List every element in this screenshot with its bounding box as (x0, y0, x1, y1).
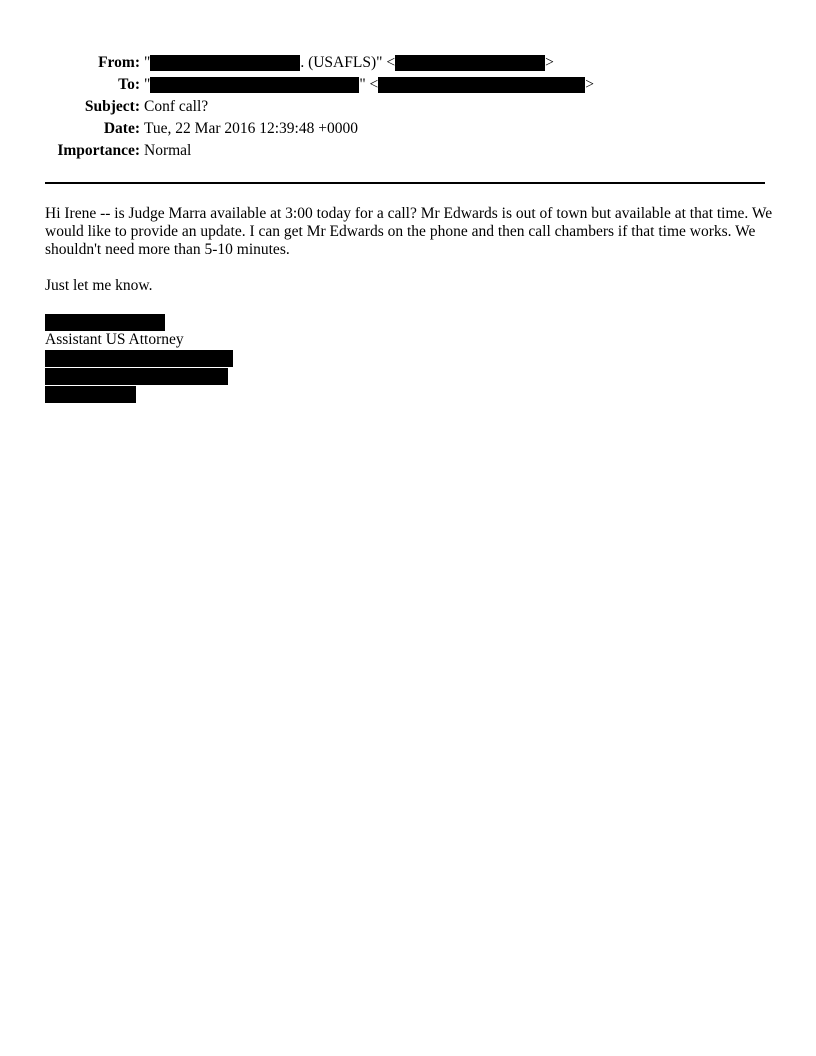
signature-line-4 (45, 367, 233, 385)
from-email-redaction (395, 55, 545, 71)
signature-line-5-redaction (45, 386, 136, 403)
body-paragraph-2: Just let me know. (45, 277, 153, 294)
signature-block (45, 313, 233, 403)
from-value (144, 54, 554, 72)
from-close: > (545, 54, 554, 71)
to-row (0, 74, 594, 96)
from-label: From: (98, 54, 140, 71)
to-name-redaction (150, 77, 359, 93)
email-body (45, 205, 785, 295)
from-suffix: . (USAFLS)" < (300, 54, 396, 71)
to-open-quote: " (144, 76, 151, 93)
body-paragraph-1: Hi Irene -- is Judge Marra available at 3:00 today for a call? Mr Edwards is out of town but available at that time. We would like to provide an update. I can get Mr Edwards on the phone and then call chambers if that time works. We shouldn't need more than 5-10 minutes. (45, 205, 773, 258)
from-open-quote: " (144, 54, 151, 71)
signature-title: Assistant US Attorney (45, 331, 184, 348)
importance-row (0, 140, 594, 162)
signature-line-3-redaction (45, 350, 233, 367)
subject-value: Conf call? (144, 98, 209, 115)
signature-name-redaction (45, 314, 165, 331)
to-mid: " < (359, 76, 379, 93)
signature-line-3 (45, 349, 233, 367)
paragraph-gap (45, 259, 785, 277)
signature-name-line (45, 313, 233, 331)
from-row (0, 52, 594, 74)
importance-label: Importance: (57, 142, 140, 159)
to-email-redaction (378, 77, 585, 93)
from-name-redaction (150, 55, 300, 71)
to-label: To: (118, 76, 140, 93)
email-header (0, 52, 594, 162)
signature-line-4-redaction (45, 368, 228, 385)
subject-row (0, 96, 594, 118)
to-close: > (585, 76, 595, 93)
signature-line-5 (45, 385, 233, 403)
importance-value: Normal (144, 142, 192, 159)
date-row (0, 118, 594, 140)
date-label: Date: (103, 120, 140, 137)
header-divider (45, 182, 765, 184)
subject-label: Subject: (84, 98, 140, 115)
to-value (144, 76, 594, 94)
date-value: Tue, 22 Mar 2016 12:39:48 +0000 (144, 120, 358, 137)
